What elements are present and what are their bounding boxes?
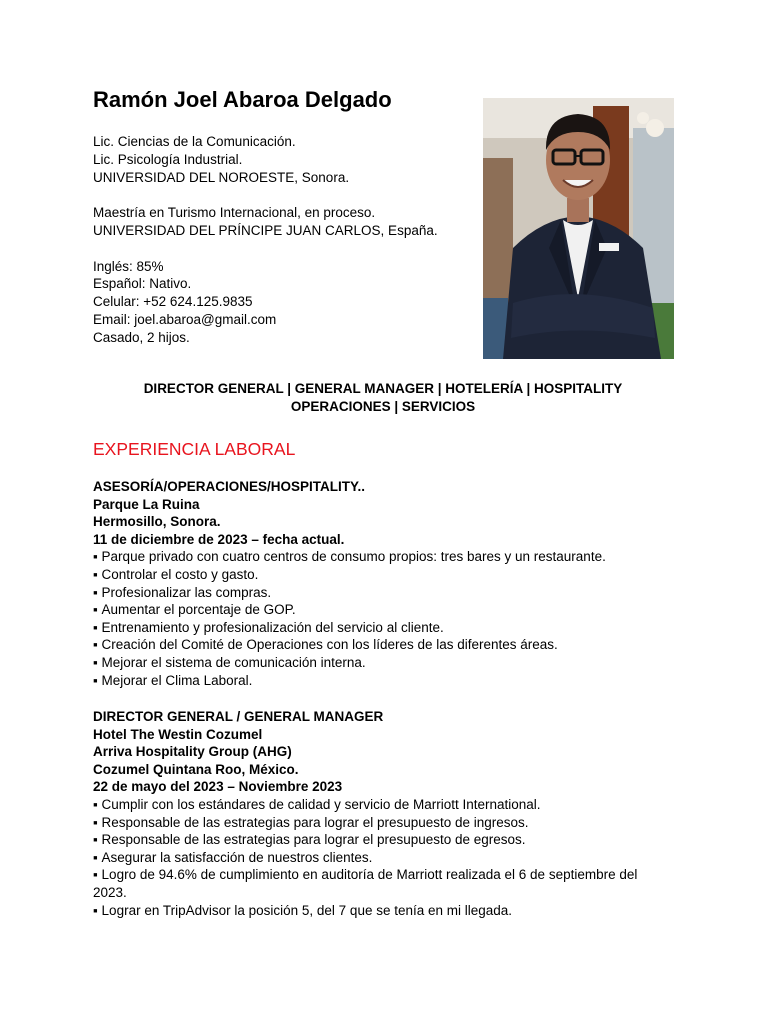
marital-status: Casado, 2 hijos. [93, 329, 190, 345]
job-bullet: ▪ Mejorar el Clima Laboral. [93, 672, 653, 690]
job-location: Cozumel Quintana Roo, México. [93, 761, 299, 777]
candidate-name: Ramón Joel Abaroa Delgado [93, 87, 392, 112]
job-bullet: ▪ Responsable de las estrategias para lograr el presupuesto de egresos. [93, 831, 653, 849]
job-location: Hermosillo, Sonora. [93, 514, 221, 530]
job-bullet: ▪ Cumplir con los estándares de calidad y servicio de Marriott International. [93, 796, 653, 814]
headline-line: DIRECTOR GENERAL | GENERAL MANAGER | HOTELERÍA | HOSPITALITY [143, 381, 623, 396]
education-line: UNIVERSIDAD DEL NOROESTE, Sonora. [93, 169, 350, 185]
job-bullet: ▪ Logro de 94.6% de cumplimiento en auditoría de Marriott realizada el 6 de septiembre del 2023. [93, 866, 653, 901]
job-company: Parque La Ruina [93, 496, 200, 512]
job-bullet: ▪ Lograr en TripAdvisor la posición 5, del 7 que se tenía en mi llegada. [93, 902, 653, 920]
job-bullet: ▪ Mejorar el sistema de comunicación interna. [93, 654, 653, 672]
job-group: Arriva Hospitality Group (AHG) [93, 744, 292, 760]
email-address: Email: joel.abaroa@gmail.com [93, 311, 277, 327]
job-entry [93, 478, 653, 689]
profile-photo [483, 98, 674, 359]
job-bullet: ▪ Aumentar el porcentaje de GOP. [93, 601, 653, 619]
header-info [93, 133, 473, 347]
job-company: Hotel The Westin Cozumel [93, 726, 263, 742]
job-role: DIRECTOR GENERAL / GENERAL MANAGER [93, 709, 384, 724]
job-dates: 11 de diciembre de 2023 – fecha actual. [93, 531, 345, 547]
education-line: Lic. Ciencias de la Comunicación. [93, 134, 296, 149]
job-entry [93, 708, 653, 919]
phone-number: Celular: +52 624.125.9835 [93, 294, 253, 310]
job-bullet: ▪ Parque privado con cuatro centros de consumo propios: tres bares y un restaurante. [93, 548, 653, 566]
job-bullet: ▪ Profesionalizar las compras. [93, 584, 653, 602]
headline-line: OPERACIONES | SERVICIOS [290, 399, 476, 414]
masters-line: Maestría en Turismo Internacional, en proceso. [93, 205, 376, 221]
job-bullet: ▪ Entrenamiento y profesionalización del servicio al cliente. [93, 619, 653, 637]
masters-line: UNIVERSIDAD DEL PRÍNCIPE JUAN CARLOS, España. [93, 222, 438, 238]
languages-english: Inglés: 85% [93, 258, 164, 274]
professional-headline [93, 380, 673, 416]
education-line: Lic. Psicología Industrial. [93, 151, 243, 167]
job-bullet: ▪ Asegurar la satisfacción de nuestros clientes. [93, 849, 653, 867]
job-bullet: ▪ Controlar el costo y gasto. [93, 566, 653, 584]
job-bullet: ▪ Creación del Comité de Operaciones con los líderes de las diferentes áreas. [93, 636, 653, 654]
job-dates: 22 de mayo del 2023 – Noviembre 2023 [93, 779, 343, 795]
job-role: ASESORÍA/OPERACIONES/HOSPITALITY.. [93, 479, 366, 494]
job-bullet: ▪ Responsable de las estrategias para lograr el presupuesto de ingresos. [93, 814, 653, 832]
languages-spanish: Español: Nativo. [93, 276, 192, 292]
section-title-experience: EXPERIENCIA LABORAL [93, 439, 296, 459]
